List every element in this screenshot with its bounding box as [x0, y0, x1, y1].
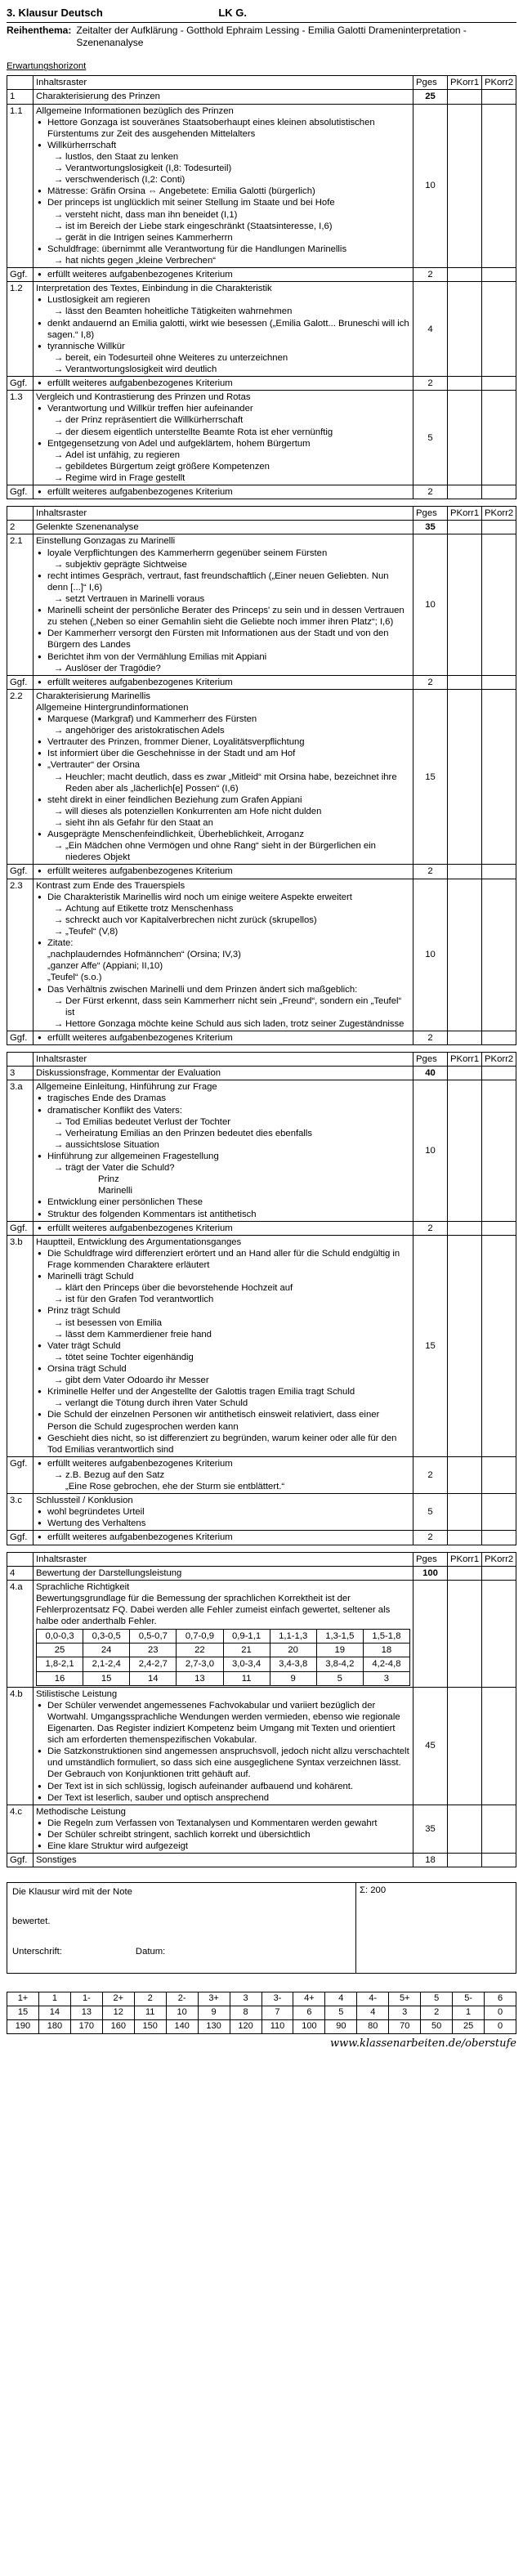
section-1-table — [7, 75, 516, 499]
fq-points-cell: 25 — [37, 1644, 83, 1657]
grade-score-cell: 140 — [166, 2019, 198, 2033]
grade-points-cell: 4 — [357, 2006, 389, 2020]
grade-points-cell: 13 — [70, 2006, 102, 2020]
section-3-table — [7, 1052, 516, 1545]
table-header: Inhaltsraster Pges PKorr1 PKorr2 — [7, 1552, 516, 1566]
fq-range-cell: 2,4-2,7 — [130, 1657, 177, 1671]
fq-row — [37, 1630, 410, 1644]
grade-score-cell: 110 — [262, 2019, 293, 2033]
fq-points-cell: 3 — [363, 1671, 409, 1685]
table-header: Inhaltsraster Pges PKorr1 PKorr2 — [7, 1053, 516, 1067]
criterion-row: 1.1 Allgemeine Informationen bezüglich des Prinzen ● Hettore Gonzaga ist souveränes Staatsoberhaupt eines kleinen absolutistischen Fürstentums zur Zeit des ausgehenden Mittelalters ● Willkürherrschaft → lustlos, den Staat zu lenken → Verantwortungslosigkeit (I,8: Todesurteil) → verschwenderisch (I,2: Conti) ● Mätresse: Gräfin Orsina ⇔ Angebetete: Emilia Galotti (bürgerlich) ● Der princeps ist unglücklich mit seiner Stellung im Staate und bei Hofe → versteht nicht, dass man ihn beneidet (I,1) → ist im Bereich der Liebe stark eingeschränkt (Staatsinteresse, I,6) → gerät in die Intrigen seines Kammerherrn ● Schuldfrage: übernimmt alle Verantwortung für die Handlungen Marinellis → hat nichts gegen „kleine Verbrechen“ 10 — [7, 104, 516, 268]
criterion-row: 4.c Methodische Leistung ● Die Regeln zum Verfassen von Textanalysen und Kommentaren werden gewahrt ● Der Schüler schreibt stringent, sachlich korrekt und übersichtlich ● Eine klare Struktur wird aufgezeigt 35 — [7, 1805, 516, 1853]
ggf-row: Ggf. ● erfüllt weiteres aufgabenbezogenes Kriterium 2 — [7, 1031, 516, 1045]
section-2-table — [7, 506, 516, 1045]
grade-note-cell: 5- — [453, 1992, 485, 2006]
grade-points-cell: 2 — [421, 2006, 453, 2020]
grade-points-cell: 15 — [7, 2006, 39, 2020]
course-label: LK G. — [218, 7, 247, 19]
fq-range-cell: 0,9-1,1 — [223, 1630, 270, 1644]
section-row: 1 Charakterisierung des Prinzen 25 — [7, 90, 516, 104]
grade-points-cell: 11 — [134, 2006, 166, 2020]
fq-range-cell: 2,1-2,4 — [83, 1657, 130, 1671]
grade-note-cell: 2 — [134, 1992, 166, 2006]
grade-score-cell: 50 — [421, 2019, 453, 2033]
sum-field[interactable]: Σ: 200 — [355, 1883, 389, 1973]
grade-points-cell: 10 — [166, 2006, 198, 2020]
grade-note-cell: 6 — [485, 1992, 516, 2006]
grade-points-cell: 12 — [102, 2006, 134, 2020]
criterion-row: 3.a Allgemeine Einleitung, Hinführung zur Frage ● tragisches Ende des Dramas ● dramatischer Konflikt des Vaters: → Tod Emilias bedeutet Verlust der Tochter → Verheiratung Emilias an den Prinzen bedeutet dies ebenfalls → aussichtslose Situation ● Hinführung zur allgemeinen Fragestellung → trägt der Vater die Schuld? Prinz Marinelli ● Entwicklung einer persönlichen These ● Struktur des folgenden Kommentars ist antithetisch 10 — [7, 1080, 516, 1221]
fq-points-cell: 20 — [270, 1644, 316, 1657]
section-4-table — [7, 1552, 516, 1868]
ggf-row: Ggf. ● erfüllt weiteres aufgabenbezogenes Kriterium 2 — [7, 1221, 516, 1235]
grade-points-cell: 9 — [198, 2006, 230, 2020]
fq-points-cell: 23 — [130, 1644, 177, 1657]
fq-range-cell: 1,1-1,3 — [270, 1630, 316, 1644]
grade-note-cell: 5+ — [389, 1992, 421, 2006]
grade-points-row — [7, 2006, 516, 2020]
fq-range-cell: 3,8-4,2 — [316, 1657, 363, 1671]
table-header: Inhaltsraster Pges PKorr1 PKorr2 — [7, 76, 516, 90]
criterion-row: 1.2 Interpretation des Textes, Einbindung in die Charakteristik ● Lustlosigkeit am regieren → lässt den Beamten hoheitliche Tätigkeiten wahrnehmen ● denkt andauernd an Emilia galotti, wirkt wie besessen („Emilia Galott... Bruneschi will ich sagen.“ I,8) ● tyrannische Willkür → bereit, ein Todesurteil ohne Weiteres zu unterzeichnen → Verantwortungslosigkeit wird deutlich 4 — [7, 282, 516, 377]
grade-score-cell: 100 — [293, 2019, 325, 2033]
grade-score-cell: 190 — [7, 2019, 39, 2033]
criterion-row: 2.1 Einstellung Gonzagas zu Marinelli ● loyale Verpflichtungen des Kammerherrn gegenüber seinem Fürsten → subjektiv geprägte Sichtweise ● recht intimes Gespräch, vertraut, fast freundschaftlich („Einer neuen Geliebten. Nun denn [...]“ I,6) → setzt Vertrauen in Marinelli voraus ● Marinelli scheint der persönliche Berater des Princeps' zu sein und in dessen Vertrauen zu stehen („Neben so einer Gemahlin sieht die Geliebte noch immer ihren Platz“; I,6) ● Der Kammerherr versorgt den Fürsten mit Informationen aus der Stadt und von den Bürgern des Landes ● Berichtet ihm von der Vermählung Emilias mit Appiani → Auslöser der Tragödie? 10 — [7, 534, 516, 675]
exam-title: 3. Klausur Deutsch — [7, 7, 103, 19]
criterion-row: 1.3 Vergleich und Kontrastierung des Prinzen und Rotas ● Verantwortung und Willkür treffen hier aufeinander → der Prinz repräsentiert die Willkürherrschaft → der diesem eigentlich unterstellte Beamte Rota ist eher vernünftig ● Entgegensetzung von Adel und aufgeklärtem, hohem Bürgertum → Adel ist unfähig, zu regieren → gebildetes Bürgertum zeigt größere Kompetenzen → Regime wird in Frage gestellt 5 — [7, 391, 516, 485]
fq-points-cell: 13 — [177, 1671, 223, 1685]
grade-signature-box: Die Klausur wird mit der Note bewertet. Unterschrift: Datum: Σ: 200 — [7, 1882, 516, 1974]
ggf-row: Ggf. ● erfüllt weiteres aufgabenbezogenes Kriterium 2 — [7, 865, 516, 879]
grade-score-cell: 160 — [102, 2019, 134, 2033]
grade-points-cell: 5 — [325, 2006, 357, 2020]
fq-range-cell: 4,2-4,8 — [363, 1657, 409, 1671]
erwartungshorizont-label: Erwartungshorizont — [7, 61, 87, 72]
ggf-row: Ggf. ● erfüllt weiteres aufgabenbezogenes Kriterium 2 — [7, 268, 516, 282]
fq-range-cell: 0,5-0,7 — [130, 1630, 177, 1644]
fq-points-cell: 14 — [130, 1671, 177, 1685]
section-row: 3 Diskussionsfrage, Kommentar der Evaluation 40 — [7, 1067, 516, 1080]
criterion-row: 4.b Stilistische Leistung ● Der Schüler verwendet angemessenes Fachvokabular und variiert bezüglich der Wortwahl. Umgangssprachliche Wendungen werden vermieden, ebenso wie regionale Eigenarten. Das Register indiziert Kompetenz beim Umgang mit Texten und orientiert sich am erforderten themenspezifischen Vokabular. ● Die Satzkonstruktionen sind angemessen anspruchsvoll, jedoch nicht allzu verschachtelt und umständlich formuliert, so dass sich eine ausgeglichene Syntax verzeichnen lässt. Der Gebrauch von Konjunktionen tritt gehäuft auf. ● Der Text ist in sich schlüssig, logisch aufeinander aufbauend und kohärent. ● Der Text ist leserlich, sauber und optisch ansprechend 45 — [7, 1687, 516, 1805]
grade-note-cell: 2+ — [102, 1992, 134, 2006]
fq-points-row — [37, 1644, 410, 1657]
fq-points-cell: 19 — [316, 1644, 363, 1657]
fq-table — [36, 1629, 410, 1685]
grade-note-cell: 4+ — [293, 1992, 325, 2006]
grade-points-cell: 3 — [389, 2006, 421, 2020]
ggf-row: Ggf. Sonstiges 18 — [7, 1854, 516, 1867]
grade-score-cell: 70 — [389, 2019, 421, 2033]
ggf-row: Ggf. ● erfüllt weiteres aufgabenbezogenes Kriterium 2 — [7, 675, 516, 689]
table-header: Inhaltsraster Pges PKorr1 PKorr2 — [7, 507, 516, 521]
grade-note-cell: 3+ — [198, 1992, 230, 2006]
grade-score-cell: 180 — [38, 2019, 70, 2033]
fq-points-cell: 16 — [37, 1671, 83, 1685]
grade-note-cell: 3 — [230, 1992, 262, 2006]
section-row: 4 Bewertung der Darstellungsleistung 100 — [7, 1566, 516, 1580]
fq-row — [37, 1657, 410, 1671]
fq-points-cell: 5 — [316, 1671, 363, 1685]
fq-range-cell: 1,5-1,8 — [363, 1630, 409, 1644]
grade-score-cell: 130 — [198, 2019, 230, 2033]
grade-note-cell: 5 — [421, 1992, 453, 2006]
grade-note-cell: 1- — [70, 1992, 102, 2006]
fq-range-cell: 0,0-0,3 — [37, 1630, 83, 1644]
fq-points-cell: 24 — [83, 1644, 130, 1657]
grade-points-cell: 7 — [262, 2006, 293, 2020]
criterion-row: 3.b Hauptteil, Entwicklung des Argumentationsganges ● Die Schuldfrage wird differenziert erörtert und an Hand aller für die Schuld endgültig in Frage kommenden Charaktere erläutert ● Marinelli trägt Schuld → klärt den Princeps über die bevorstehende Hochzeit auf → ist für den Grafen Tod verantwortlich ● Prinz trägt Schuld → ist besessen von Emilia → lässt dem Kammerdiener freie hand ● Vater trägt Schuld → tötet seine Tochter eigenhändig ● Orsina trägt Schuld → gibt dem Vater Odoardo ihr Messer ● Kriminelle Helfer und der Angestellte der Galottis tragen Emilia tragt Schuld → verlangt die Tötung durch ihren Vater Schuld ● Die Schuld der einzelnen Personen wir antithetisch einsweit relativiert, dass einer Person die Schuld zugesprochen werden kann ● Geschieht dies nicht, so ist differenziert zu begründen, warum keiner oder alle für den Tod Emilias verantwortlich sind 15 — [7, 1235, 516, 1456]
fq-points-cell: 9 — [270, 1671, 316, 1685]
source-url: www.klassenarbeiten.de/oberstufe — [330, 2037, 516, 2050]
ggf-row: Ggf. ● erfüllt weiteres aufgabenbezogenes Kriterium → z.B. Bezug auf den Satz „Eine Rose gebrochen, ehe der Sturm sie entblättert.“ 2 — [7, 1456, 516, 1493]
grade-points-cell: 8 — [230, 2006, 262, 2020]
grade-score-cell: 80 — [357, 2019, 389, 2033]
grade-score-cell: 90 — [325, 2019, 357, 2033]
grade-score-cell: 150 — [134, 2019, 166, 2033]
fq-range-cell: 1,8-2,1 — [37, 1657, 83, 1671]
grade-score-cell: 120 — [230, 2019, 262, 2033]
fq-points-cell: 15 — [83, 1671, 130, 1685]
grade-note-cell: 1 — [38, 1992, 70, 2006]
fq-range-cell: 2,7-3,0 — [177, 1657, 223, 1671]
criterion-row: 2.3 Kontrast zum Ende des Trauerspiels ● Die Charakteristik Marinellis wird noch um einige weitere Aspekte erweitert → Achtung auf Etikette trotz Menschenhass → schreckt auch vor Kapitalverbrechen nicht zurück (skrupellos) → „Teufel“ (V,8) ● Zitate: „nachplauderndes Hofmännchen“ (Orsina; IV,3) „ganzer Affe“ (Appiani; II,10) „Teufel“ (s.o.) ● Das Verhältnis zwischen Marinelli und dem Prinzen ändert sich maßgeblich: → Der Fürst erkennt, dass sein Kammerherr nicht sein „Freund“, sondern ein „Teufel“ ist → Hettore Gonzaga möchte keine Schuld aus sich laden, trotz seiner Zugeständnisse 10 — [7, 879, 516, 1031]
fq-range-cell: 3,4-3,8 — [270, 1657, 316, 1671]
fq-range-cell: 3,0-3,4 — [223, 1657, 270, 1671]
ggf-row: Ggf. ● erfüllt weiteres aufgabenbezogenes Kriterium 2 — [7, 1531, 516, 1545]
grade-scores-row — [7, 2019, 516, 2033]
ggf-row: Ggf. ● erfüllt weiteres aufgabenbezogenes Kriterium 2 — [7, 377, 516, 391]
fq-points-row — [37, 1671, 410, 1685]
ggf-row: Ggf. ● erfüllt weiteres aufgabenbezogenes Kriterium 2 — [7, 485, 516, 499]
grade-points-cell: 1 — [453, 2006, 485, 2020]
header — [7, 5, 516, 23]
grade-note-cell: 4- — [357, 1992, 389, 2006]
grade-note-cell: 4 — [325, 1992, 357, 2006]
grade-note-cell: 2- — [166, 1992, 198, 2006]
fq-points-cell: 11 — [223, 1671, 270, 1685]
fq-points-cell: 22 — [177, 1644, 223, 1657]
section-row: 2 Gelenkte Szenenanalyse 35 — [7, 521, 516, 534]
grade-score-cell: 25 — [453, 2019, 485, 2033]
grade-note-cell: 3- — [262, 1992, 293, 2006]
fq-range-cell: 0,7-0,9 — [177, 1630, 223, 1644]
fq-points-cell: 21 — [223, 1644, 270, 1657]
fq-points-cell: 18 — [363, 1644, 409, 1657]
grade-note-cell: 1+ — [7, 1992, 39, 2006]
grade-score-cell: 0 — [485, 2019, 516, 2033]
criterion-row: 4.a Sprachliche Richtigkeit Bewertungsgrundlage für die Bemessung der sprachlichen Korrektheit ist der Fehlerprozentsatz FQ. Dabei werden alle Fehler zumeist einfach gewertet, seltener als halbe oder anderthalb Fehler. 0,0-0,3 0,3-0,5 0,5-0,7 0,7-0,9 0,9-1,1 1,1-1,3 1,3-1,5 1,5-1,8 25 24 23 22 21 20 19 18 1,8-2,1 2,1-2,4 2,4-2,7 2,7-3,0 3,0-3,4 3,4-3,8 3,8-4,2 4,2-4,8 16 15 14 13 11 9 5 3 — [7, 1580, 516, 1687]
criterion-row: 3.c Schlussteil / Konklusion ● wohl begründetes Urteil ● Wertung des Verhaltens 5 — [7, 1494, 516, 1531]
grade-points-cell: 14 — [38, 2006, 70, 2020]
reihenthema: Reihenthema: Zeitalter der Aufklärung - Gotthold Ephraim Lessing - Emilia Galotti Drameninterpretation - Szenenanalyse — [7, 25, 516, 49]
reihenthema-text: Zeitalter der Aufklärung - Gotthold Ephraim Lessing - Emilia Galotti Drameninterpretation - Szenenanalyse — [76, 25, 467, 49]
criterion-row: 2.2 Charakterisierung Marinellis Allgemeine Hintergrundinformationen ● Marquese (Markgraf) und Kammerherr des Fürsten → angehöriger des aristokratischen Adels ● Vertrauter des Prinzen, frommer Diener, Loyalitätsverpflichtung ● Ist informiert über die Geschehnisse in der Stadt und am Hof ● „Vertrauter“ der Orsina → Heuchler; macht deutlich, dass es zwar „Mitleid“ mit Orsina habe, bezeichnet ihre Reden aber als „lächerlich[e] Possen“ (I,6) ● steht direkt in einer feindlichen Beziehung zum Grafen Appiani → will dieses als potenziellen Konkurrenten am Hofe nicht dulden → sieht ihn als Gefahr für den Staat an ● Ausgeprägte Menschenfeindlichkeit, Überheblichkeit, Arroganz → „Ein Mädchen ohne Vermögen und ohne Rang“ sieht in der Bürgerlichen ein niederes Objekt 15 — [7, 689, 516, 865]
fq-range-cell: 0,3-0,5 — [83, 1630, 130, 1644]
grade-points-cell: 0 — [485, 2006, 516, 2020]
grade-points-cell: 6 — [293, 2006, 325, 2020]
grade-notes-row — [7, 1992, 516, 2006]
grade-scale-table — [7, 1992, 516, 2033]
fq-range-cell: 1,3-1,5 — [316, 1630, 363, 1644]
grade-score-cell: 170 — [70, 2019, 102, 2033]
